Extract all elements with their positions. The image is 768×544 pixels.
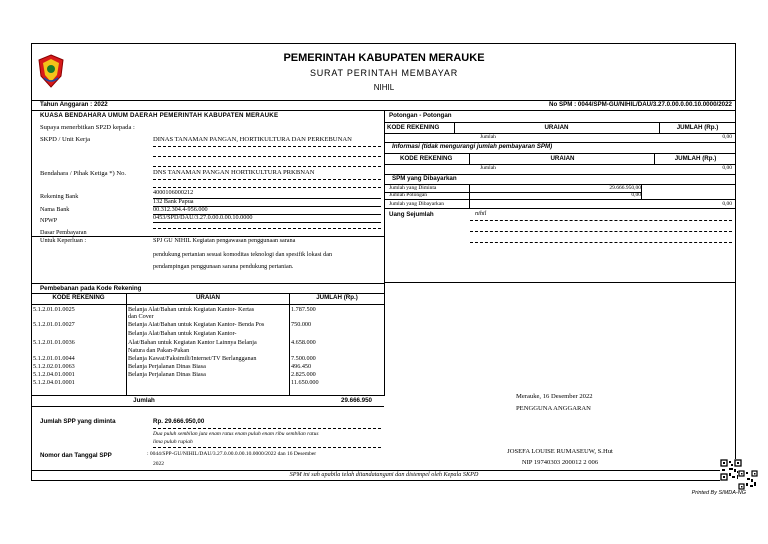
row-jumlah: 2.825.000 <box>291 371 316 378</box>
keperluan-line: pendukung pertanian sesuai komoditas teknologi dan spesifik lokasi dan <box>153 251 333 258</box>
spm-dibayarkan-label: Jumlah yang Dibayarkan <box>389 201 444 207</box>
row-kode: 5.1.2.02.01.0063 <box>33 363 75 370</box>
potongan-col-divider <box>454 122 455 133</box>
npwp-value: 00.312.304.4-956.000 <box>153 206 208 213</box>
potongan-header-top <box>384 122 736 123</box>
supaya-text: Supaya menerbitkan SP2D kepada : <box>40 124 135 131</box>
pembebanan-col-kode: KODE REKENING <box>52 294 105 301</box>
pembebanan-top-line <box>31 283 384 284</box>
pembebanan-total-bottom <box>31 406 384 407</box>
row-kode: 5.1.2.01.01.0025 <box>33 306 75 313</box>
potongan-col-divider <box>659 122 660 133</box>
uang-sejumlah-label: Uang Sejumlah <box>389 211 434 218</box>
bendahara-label: Bendahara / Pihak Ketiga *) No. <box>40 170 127 177</box>
row-jumlah: 11.650.000 <box>291 379 319 386</box>
pembebanan-header-bottom <box>31 304 384 305</box>
pembebanan-title: Pembebanan pada Kode Rekening <box>40 285 142 292</box>
dash-line <box>153 428 381 429</box>
pembebanan-col-divider <box>126 293 127 395</box>
informasi-col-divider <box>469 153 470 164</box>
pembebanan-col-divider <box>289 293 290 395</box>
row-kode: 5.1.2.04.01.0001 <box>33 371 75 378</box>
spp-jumlah-value: Rp. 29.666.950,00 <box>153 418 205 425</box>
right-bottom-line <box>384 282 736 283</box>
field-underline <box>153 222 381 223</box>
row-uraian: Belanja Alat/Bahan untuk Kegiatan Kantor- Kertas <box>128 306 255 313</box>
potongan-jumlah-label: Jumlah <box>480 134 496 140</box>
spp-terbilang-line: Dua puluh sembilan juta enam ratus enam puluh enam ribu sembilan ratus <box>153 431 319 437</box>
spm-dibayarkan-value: 0,00 <box>722 201 732 207</box>
nama-bank-label: Nama Bank <box>40 206 70 213</box>
document-subtitle: SURAT PERINTAH MEMBAYAR <box>309 68 459 78</box>
potongan-jumlah-value: 0,00 <box>722 134 732 140</box>
signature-name: JOSEFA LOUISE RUMASEUW, S.Hut <box>507 448 613 455</box>
rekening-value: 4000106000212 <box>153 189 194 196</box>
potongan-col-uraian: URAIAN <box>544 124 569 131</box>
row-kode: 5.1.2.01.01.0027 <box>33 321 75 328</box>
spm-number: No SPM : 0044/SPM-GU/NIHIL/DAU/3.27.0.00.0.00.10.0000/2022 <box>549 101 732 108</box>
row-kode: 5.1.2.01.01.0044 <box>33 355 75 362</box>
dash-line <box>153 166 381 167</box>
row-line <box>384 208 736 209</box>
row-uraian: dan Cover <box>128 313 154 320</box>
dash-line <box>153 146 381 147</box>
signature-role: PENGGUNA ANGGARAN <box>516 405 591 412</box>
spp-nomor-value: : 0044/SPP-GU/NIHIL/DAU/3.27.0.00.0.00.10.0000/2022 dan 16 Desember <box>147 451 317 457</box>
informasi-header-bottom <box>384 164 736 165</box>
dash-line <box>153 187 381 188</box>
pembebanan-col-uraian: URAIAN <box>195 294 221 301</box>
potongan-col-jumlah: JUMLAH (Rp.) <box>676 124 719 131</box>
spp-nomor-label: Nomor dan Tanggal SPP <box>40 452 112 459</box>
signature-place-date: Merauke, 16 Desember 2022 <box>516 393 593 400</box>
informasi-col-jumlah: JUMLAH (Rp.) <box>674 155 717 162</box>
pembebanan-col-jumlah: JUMLAH (Rp.) <box>316 294 358 301</box>
npwp-label: NPWP <box>40 217 58 224</box>
spm-dibayarkan-col-divider <box>641 184 642 199</box>
informasi-col-uraian: URAIAN <box>550 155 575 162</box>
keperluan-line: pendampingan penggunaan sarana pendukung pertanian. <box>153 263 294 270</box>
spm-dibayarkan-label: Jumlah yang Diminta <box>389 185 437 191</box>
informasi-title: Informasi (tidak mengurangi jumlah pembayaran SPM) <box>392 143 553 150</box>
informasi-col-divider <box>654 153 655 164</box>
keperluan-label: Untuk Keperluan : <box>40 237 87 244</box>
row-jumlah: 496.450 <box>291 363 312 370</box>
spm-dibayarkan-col-divider <box>469 184 470 208</box>
keperluan-line: SPJ GU NIHIL Kegiatan pengawasan penggunaan sarana <box>153 237 296 244</box>
row-jumlah: 1.787.500 <box>291 306 316 313</box>
qr-code-icon <box>738 470 758 490</box>
nama-bank-value: 132 Bank Papua <box>153 198 194 205</box>
potongan-header-bottom <box>384 133 736 134</box>
dasar-label: Dasar Pembayaran <box>40 229 87 236</box>
dash-line <box>153 447 381 448</box>
row-uraian: Alat/Bahan untuk Kegiatan Kantor Lainnya Belanja <box>128 339 257 346</box>
signature-nip: NIP 19740303 200012 2 006 <box>521 459 599 466</box>
row-uraian: Belanja Perjalanan Dinas Biasa <box>128 371 206 378</box>
row-jumlah: 4.658.000 <box>291 339 316 346</box>
spm-dibayarkan-value: 0,00 <box>631 192 641 198</box>
pembebanan-total-value: 29.666.950 <box>341 397 372 404</box>
spm-dibayarkan-top <box>384 184 736 185</box>
spm-dibayarkan-value: 29.666.950,00 <box>609 185 641 191</box>
row-kode: 5.1.2.01.01.0036 <box>33 339 75 346</box>
informasi-col-kode: KODE REKENING <box>400 155 453 162</box>
dash-line <box>470 231 732 232</box>
rekening-label: Rekening Bank <box>40 193 79 200</box>
row-jumlah: 750.000 <box>291 321 312 328</box>
dash-line <box>153 228 381 229</box>
row-jumlah: 7.500.000 <box>291 355 316 362</box>
row-uraian: Belanja Alat/Bahan untuk Kegiatan Kantor- Benda Pos <box>128 322 265 328</box>
skpd-label: SKPD / Unit Kerja <box>40 136 91 143</box>
spm-dibayarkan-title: SPM yang Dibayarkan <box>392 175 457 182</box>
printed-by: Printed By SIMDA-NG <box>691 490 746 496</box>
potongan-col-kode: KODE REKENING <box>387 124 440 131</box>
spp-jumlah-label: Jumlah SPP yang diminta <box>40 418 116 425</box>
uang-sejumlah-value: nihil <box>475 210 487 217</box>
row-uraian: Belanja Perjalanan Dinas Biasa <box>128 363 206 370</box>
dasar-value: 0453/SPD/DAU/3.27.0.00.0.00.10.0000 <box>153 214 253 221</box>
pembebanan-total-top <box>31 395 384 396</box>
potongan-title: Potongan - Potongan <box>389 112 452 119</box>
skpd-value: DINAS TANAMAN PANGAN, HORTIKULTURA DAN PERKEBUNAN <box>153 136 352 143</box>
kuasa-bud-heading: KUASA BENDAHARA UMUM DAERAH PEMERINTAH KABUPATEN MERAUKE <box>40 112 279 119</box>
footer-note: SPM ini sah apabila telah ditandatangani dan distempel oleh Kepala SKPD <box>289 471 479 478</box>
dash-line <box>470 242 732 243</box>
spp-nomor-year: 2022 <box>153 461 164 467</box>
row-uraian: Belanja Kawat/Faksimili/Internet/TV Berlangganan <box>128 355 257 362</box>
pembebanan-total-label: Jumlah <box>133 397 155 404</box>
informasi-jumlah-label: Jumlah <box>480 165 496 171</box>
spm-dibayarkan-label: Jumlah Potongan <box>389 192 428 198</box>
document-type: NIHIL <box>373 83 395 92</box>
row-kode: 5.1.2.04.01.0001 <box>33 379 75 386</box>
row-uraian: Natura dan Pakan-Pakan <box>128 347 190 354</box>
spp-terbilang-line: lima puluh rupiah <box>153 439 193 445</box>
informasi-header-top <box>384 153 736 154</box>
informasi-jumlah-value: 0,00 <box>722 165 732 171</box>
fiscal-year: Tahun Anggaran : 2022 <box>40 101 108 108</box>
dash-line <box>153 179 381 180</box>
bendahara-value: DNS TANAMAN PANGAN HORTIKULTURA PRKBNAN <box>153 169 315 176</box>
dash-line <box>470 220 732 221</box>
row-line <box>384 199 736 200</box>
dash-line <box>153 156 381 157</box>
row-uraian: Belanja Alat/Bahan untuk Kegiatan Kantor- <box>128 330 237 337</box>
document-title: PEMERINTAH KABUPATEN MERAUKE <box>283 52 485 64</box>
